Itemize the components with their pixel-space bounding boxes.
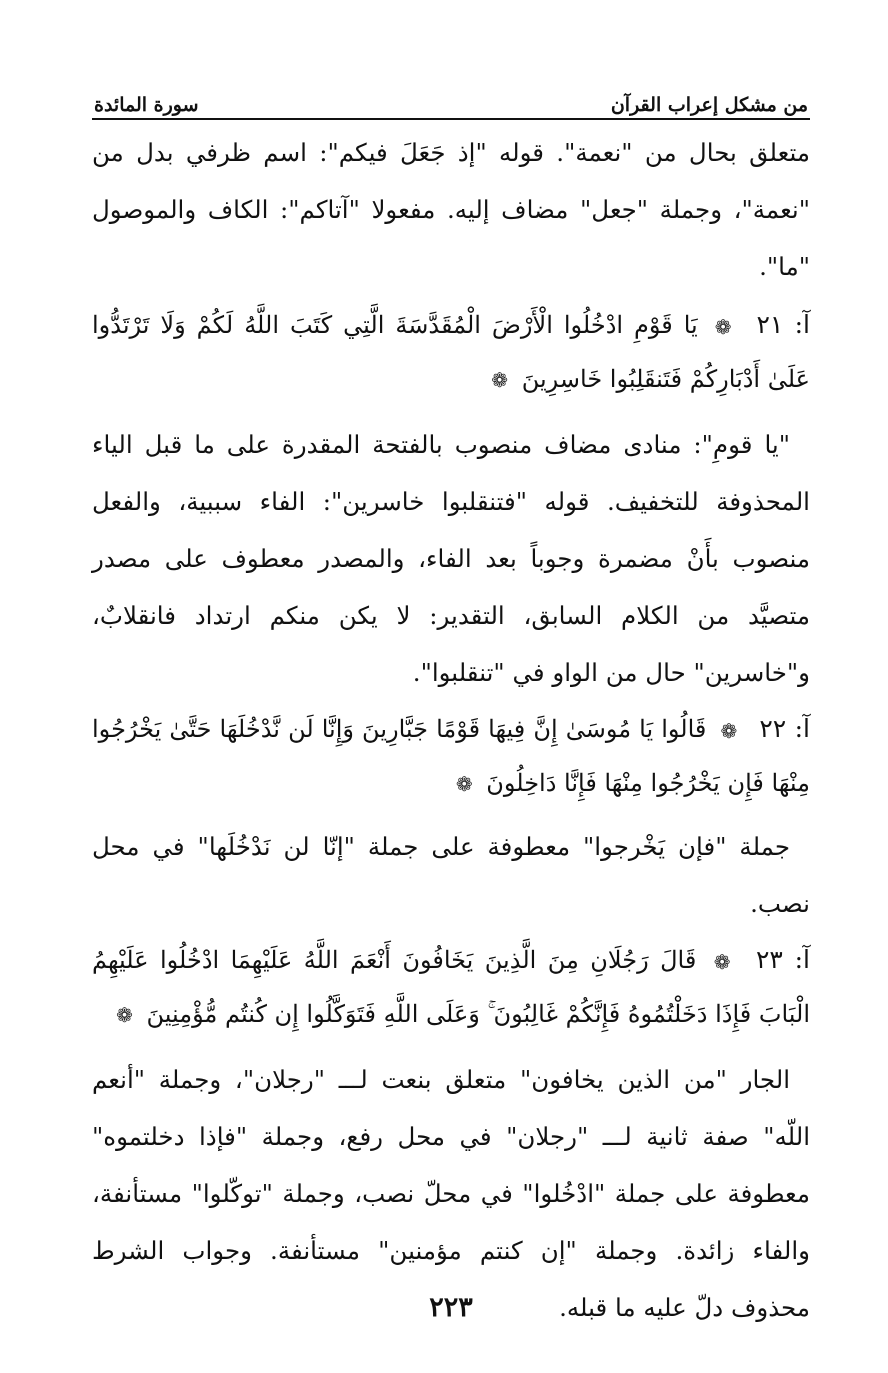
quran-verse-23 [92,934,810,1041]
book-page [92,80,810,1330]
verse-open-ornament-icon: ❁ [714,314,732,339]
quran-verse-21 [92,299,810,406]
verse-open-ornament-icon: ❁ [720,718,738,743]
verse-ref-21: آ: ٢١ [756,310,810,339]
verse-text-21: يَا قَوْمِ ادْخُلُوا الْأَرْضَ الْمُقَدَّسَةَ الَّتِي كَتَبَ اللَّهُ لَكُمْ وَلَا تَرْتَدُّوا عَلَىٰ أَدْبَارِكُمْ فَتَنقَلِبُوا خَاسِرِينَ [92,311,810,393]
commentary-paragraph-3: جملة "فإن يَخْرجوا" معطوفة على جملة "إنّا لن نَدْخُلَها" في محل نصب. [92,832,810,918]
surah-title: سورة المائدة [94,94,199,116]
book-title: من مشكل إعراب القرآن [610,94,808,116]
verse-close-ornament-icon: ❁ [491,368,509,392]
page-number: ٢٢٣ [429,1292,473,1323]
verse-close-ornament-icon: ❁ [455,772,473,796]
verse-ref-22: آ: ٢٢ [759,714,810,743]
quran-verse-22 [92,703,810,810]
commentary-paragraph-2: "يا قومِ": منادى مضاف منصوب بالفتحة المقدرة على ما قبل الياء المحذوفة للتخفيف. قوله "فتنقلبوا خاسرين": الفاء سببية، والفعل منصوب بأَنْ مضمرة وجوباً بعد الفاء، والمصدر معطوف على مصدر متصيَّد من الكلام السابق، التقدير: لا يكن منكم ارتداد فانقلابٌ، و"خاسرين" حال من الواو في "تنقلبوا". [92,430,810,687]
verse-close-ornament-icon: ❁ [116,1003,133,1027]
commentary-paragraph-4: الجار "من الذين يخافون" متعلق بنعت لـــ "رجلان"، وجملة "أنعم اللّه" صفة ثانية لـــ "رجلان" في محل رفع، وجملة "فإذا دخلتموه" معطوفة على جملة "ادْخُلوا" في محلّ نصب، وجملة "توكّلوا" مستأنفة، والفاء زائدة. وجملة "إن كنتم مؤمنين" مستأنفة. وجواب الشرط محذوف دلّ عليه ما قبله. [92,1065,810,1322]
verse-text-22: قَالُوا يَا مُوسَىٰ إِنَّ فِيهَا قَوْمًا جَبَّارِينَ وَإِنَّا لَن نَّدْخُلَهَا حَتَّىٰ يَخْرُجُوا مِنْهَا فَإِن يَخْرُجُوا مِنْهَا فَإِنَّا دَاخِلُونَ [92,715,810,797]
commentary-paragraph-1: متعلق بحال من "نعمة". قوله "إذ جَعَلَ فيكم": اسم ظرفي بدل من "نعمة"، وجملة "جعل" مضاف إليه. مفعولا "آتاكم": الكاف والموصول "ما". [92,138,810,281]
verse-text-23: قَالَ رَجُلَانِ مِنَ الَّذِينَ يَخَافُونَ أَنْعَمَ اللَّهُ عَلَيْهِمَا ادْخُلُوا عَلَيْهِمُ الْبَابَ فَإِذَا دَخَلْتُمُوهُ فَإِنَّكُمْ غَالِبُونَ ۚ وَعَلَى اللَّهِ فَتَوَكَّلُوا إِن كُنتُم مُّؤْمِنِينَ [92,946,810,1028]
running-header [92,80,810,120]
verse-ref-23: آ: ٢٣ [755,945,810,974]
verse-open-ornament-icon: ❁ [713,949,731,974]
